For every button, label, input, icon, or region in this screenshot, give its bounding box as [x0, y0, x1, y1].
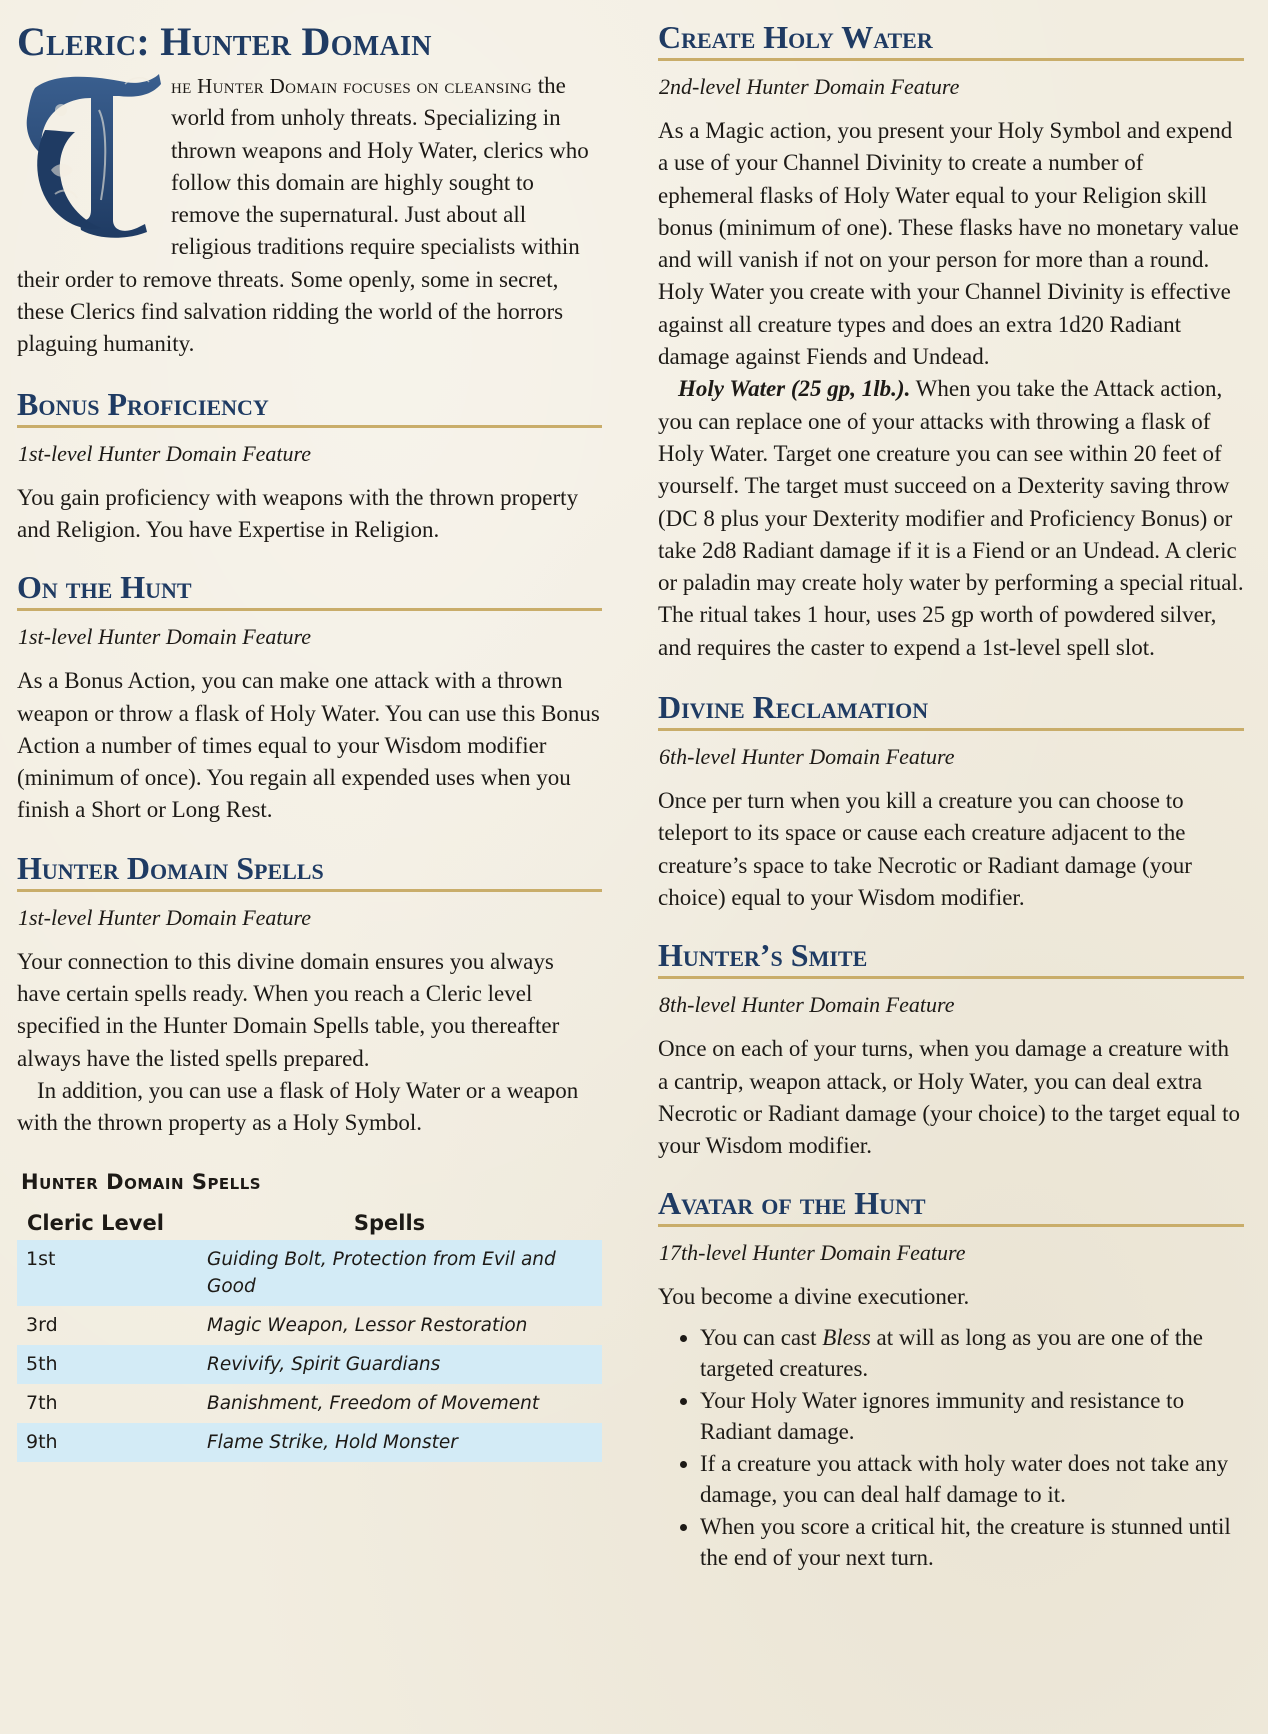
right-column — [658, 0, 1244, 1574]
bullet-text: You can cast — [700, 1324, 823, 1350]
text-domain-spells-1: Your connection to this divine domain ensures you always have certain spells ready. When you reach a Cleric level specified in the Hunter Domain Spells table, you thereafter always have the listed spells prepared. — [17, 948, 560, 1071]
heading-domain-spells: Hunter Domain Spells — [17, 851, 602, 892]
intro-first-line: he Hunter Domain focuses on cleansing — [171, 74, 533, 98]
sub-hunters-smite: 8th-level Hunter Domain Feature — [659, 992, 955, 1018]
sub-on-the-hunt: 1st-level Hunter Domain Feature — [18, 624, 312, 650]
table-cell-level: 7th — [26, 1391, 58, 1414]
sub-bonus-proficiency: 1st-level Hunter Domain Feature — [18, 440, 312, 466]
bullet-spell-name: Bless — [822, 1324, 871, 1350]
table-cell-spells: Magic Weapon, Lessor Restoration — [207, 1314, 528, 1336]
spells-table — [17, 1206, 602, 1462]
heading-bonus-proficiency: Bonus Proficiency — [17, 387, 602, 428]
avatar-bullet-list — [658, 1322, 1244, 1574]
table-header-spells: Spells — [353, 1210, 426, 1235]
text-on-the-hunt: As a Bonus Action, you can make one attack with a thrown weapon or throw a flask of Holy Water. You can use this Bonus Action a number of times equal to your Wisdom modifier (minimum of once). You regain all expended uses when you finish a Short or Long Rest. — [17, 668, 600, 823]
sub-domain-spells: 1st-level Hunter Domain Feature — [18, 904, 312, 930]
sub-divine-reclamation: 6th-level Hunter Domain Feature — [659, 744, 955, 770]
table-cell-level: 5th — [17, 1345, 177, 1384]
table-row — [17, 1306, 602, 1345]
text-create-holy-water-2 — [658, 373, 1244, 664]
text-domain-spells-2: In addition, you can use a flask of Holy Water or a weapon with the thrown property as a Holy Symbol. — [17, 1077, 579, 1136]
page-title: Cleric: Hunter Domain — [17, 19, 432, 64]
text-hunters-smite: Once on each of your turns, when you damage a creature with a cantrip, weapon attack, or Holy Water, you can deal extra Necrotic or Radiant damage (your choice) to the target equal to your Wisdom modifier. — [658, 1036, 1241, 1159]
table-row — [17, 1384, 602, 1423]
intro-rest: the world from unholy threats. Specializing in thrown weapons and Holy Water, clerics who follow this domain are highly sought to remove the supernatural. Just about all religious traditions require specialists within their order to remove threats. Some openly, some in secret, these Clerics find salvation ridding the world of the horrors plaguing humanity. — [17, 73, 589, 357]
text-avatar: You become a divine executioner. — [658, 1284, 970, 1310]
table-header-level: Cleric Level — [27, 1210, 164, 1235]
table-title: Hunter Domain Spells — [21, 1169, 262, 1194]
holy-water-lead: Holy Water (25 gp, 1lb.). — [678, 376, 911, 402]
table-row — [17, 1240, 602, 1306]
table-cell-spells: Banishment, Freedom of Movement — [207, 1392, 540, 1414]
list-item: • If a creature you attack with holy water does not take any damage, you can deal half damage to it. — [700, 1448, 1244, 1511]
table-cell-spells: Revivify, Spirit Guardians — [177, 1345, 602, 1384]
table-cell-level: 9th — [17, 1423, 177, 1462]
heading-create-holy-water: Create Holy Water — [658, 20, 1244, 61]
table-cell-level: 3rd — [26, 1313, 58, 1336]
left-column — [17, 0, 602, 1462]
list-item — [700, 1322, 1244, 1385]
heading-avatar: Avatar of the Hunt — [658, 1186, 1244, 1227]
list-item: • Your Holy Water ignores immunity and resistance to Radiant damage. — [700, 1385, 1244, 1448]
heading-hunters-smite: Hunter’s Smite — [658, 938, 1244, 979]
dropcap-t-icon — [15, 70, 165, 238]
text-create-holy-water-1: As a Magic action, you present your Holy Symbol and expend a use of your Channel Divinity to create a number of ephemeral flasks of Holy Water equal to your Religion skill bonus (minimum of one). These flasks have no monetary value and will vanish if not on your person for more than a round. Holy Water you create with your Channel Divinity is effective against all creature types and does an extra 1d20 Radiant damage against Fiends and Undead. — [658, 118, 1239, 370]
heading-on-the-hunt: On the Hunt — [17, 570, 602, 611]
bullet-text: at will as long as you are one of the targeted creatures. — [700, 1324, 1203, 1382]
text-bonus-proficiency: You gain proficiency with weapons with the thrown property and Religion. You have Expertise in Religion. — [17, 484, 579, 542]
table-row — [17, 1423, 602, 1462]
sub-create-holy-water: 2nd-level Hunter Domain Feature — [659, 74, 960, 99]
intro-paragraph — [17, 70, 602, 361]
table-cell-level: 1st — [17, 1240, 177, 1306]
holy-water-body: When you take the Attack action, you can replace one of your attacks with throwing a flask of Holy Water. Target one creature you can see within 20 feet of yourself. The target must succeed on a Dexterity saving throw (DC 8 plus your Dexterity modifier and Proficiency Bonus) or take 2d8 Radiant damage if it is a Fiend or an Undead. A cleric or paladin may create holy water by performing a special ritual. The ritual takes 1 hour, uses 25 gp worth of powdered silver, and requires the caster to expend a 1st-level spell slot. — [658, 376, 1244, 660]
table-row — [17, 1345, 602, 1384]
table-cell-spells: Flame Strike, Hold Monster — [177, 1423, 602, 1462]
text-divine-reclamation: Once per turn when you kill a creature you can choose to teleport to its space or cause each creature adjacent to the creature’s space to take Necrotic or Radiant damage (your choice) equal to your Wisdom modifier. — [658, 788, 1192, 910]
list-item: • When you score a critical hit, the creature is stunned until the end of your next turn. — [700, 1511, 1244, 1574]
table-cell-spells: Guiding Bolt, Protection from Evil and Good — [177, 1240, 602, 1306]
sub-avatar: 17th-level Hunter Domain Feature — [659, 1240, 966, 1266]
heading-divine-reclamation: Divine Reclamation — [658, 690, 1244, 731]
